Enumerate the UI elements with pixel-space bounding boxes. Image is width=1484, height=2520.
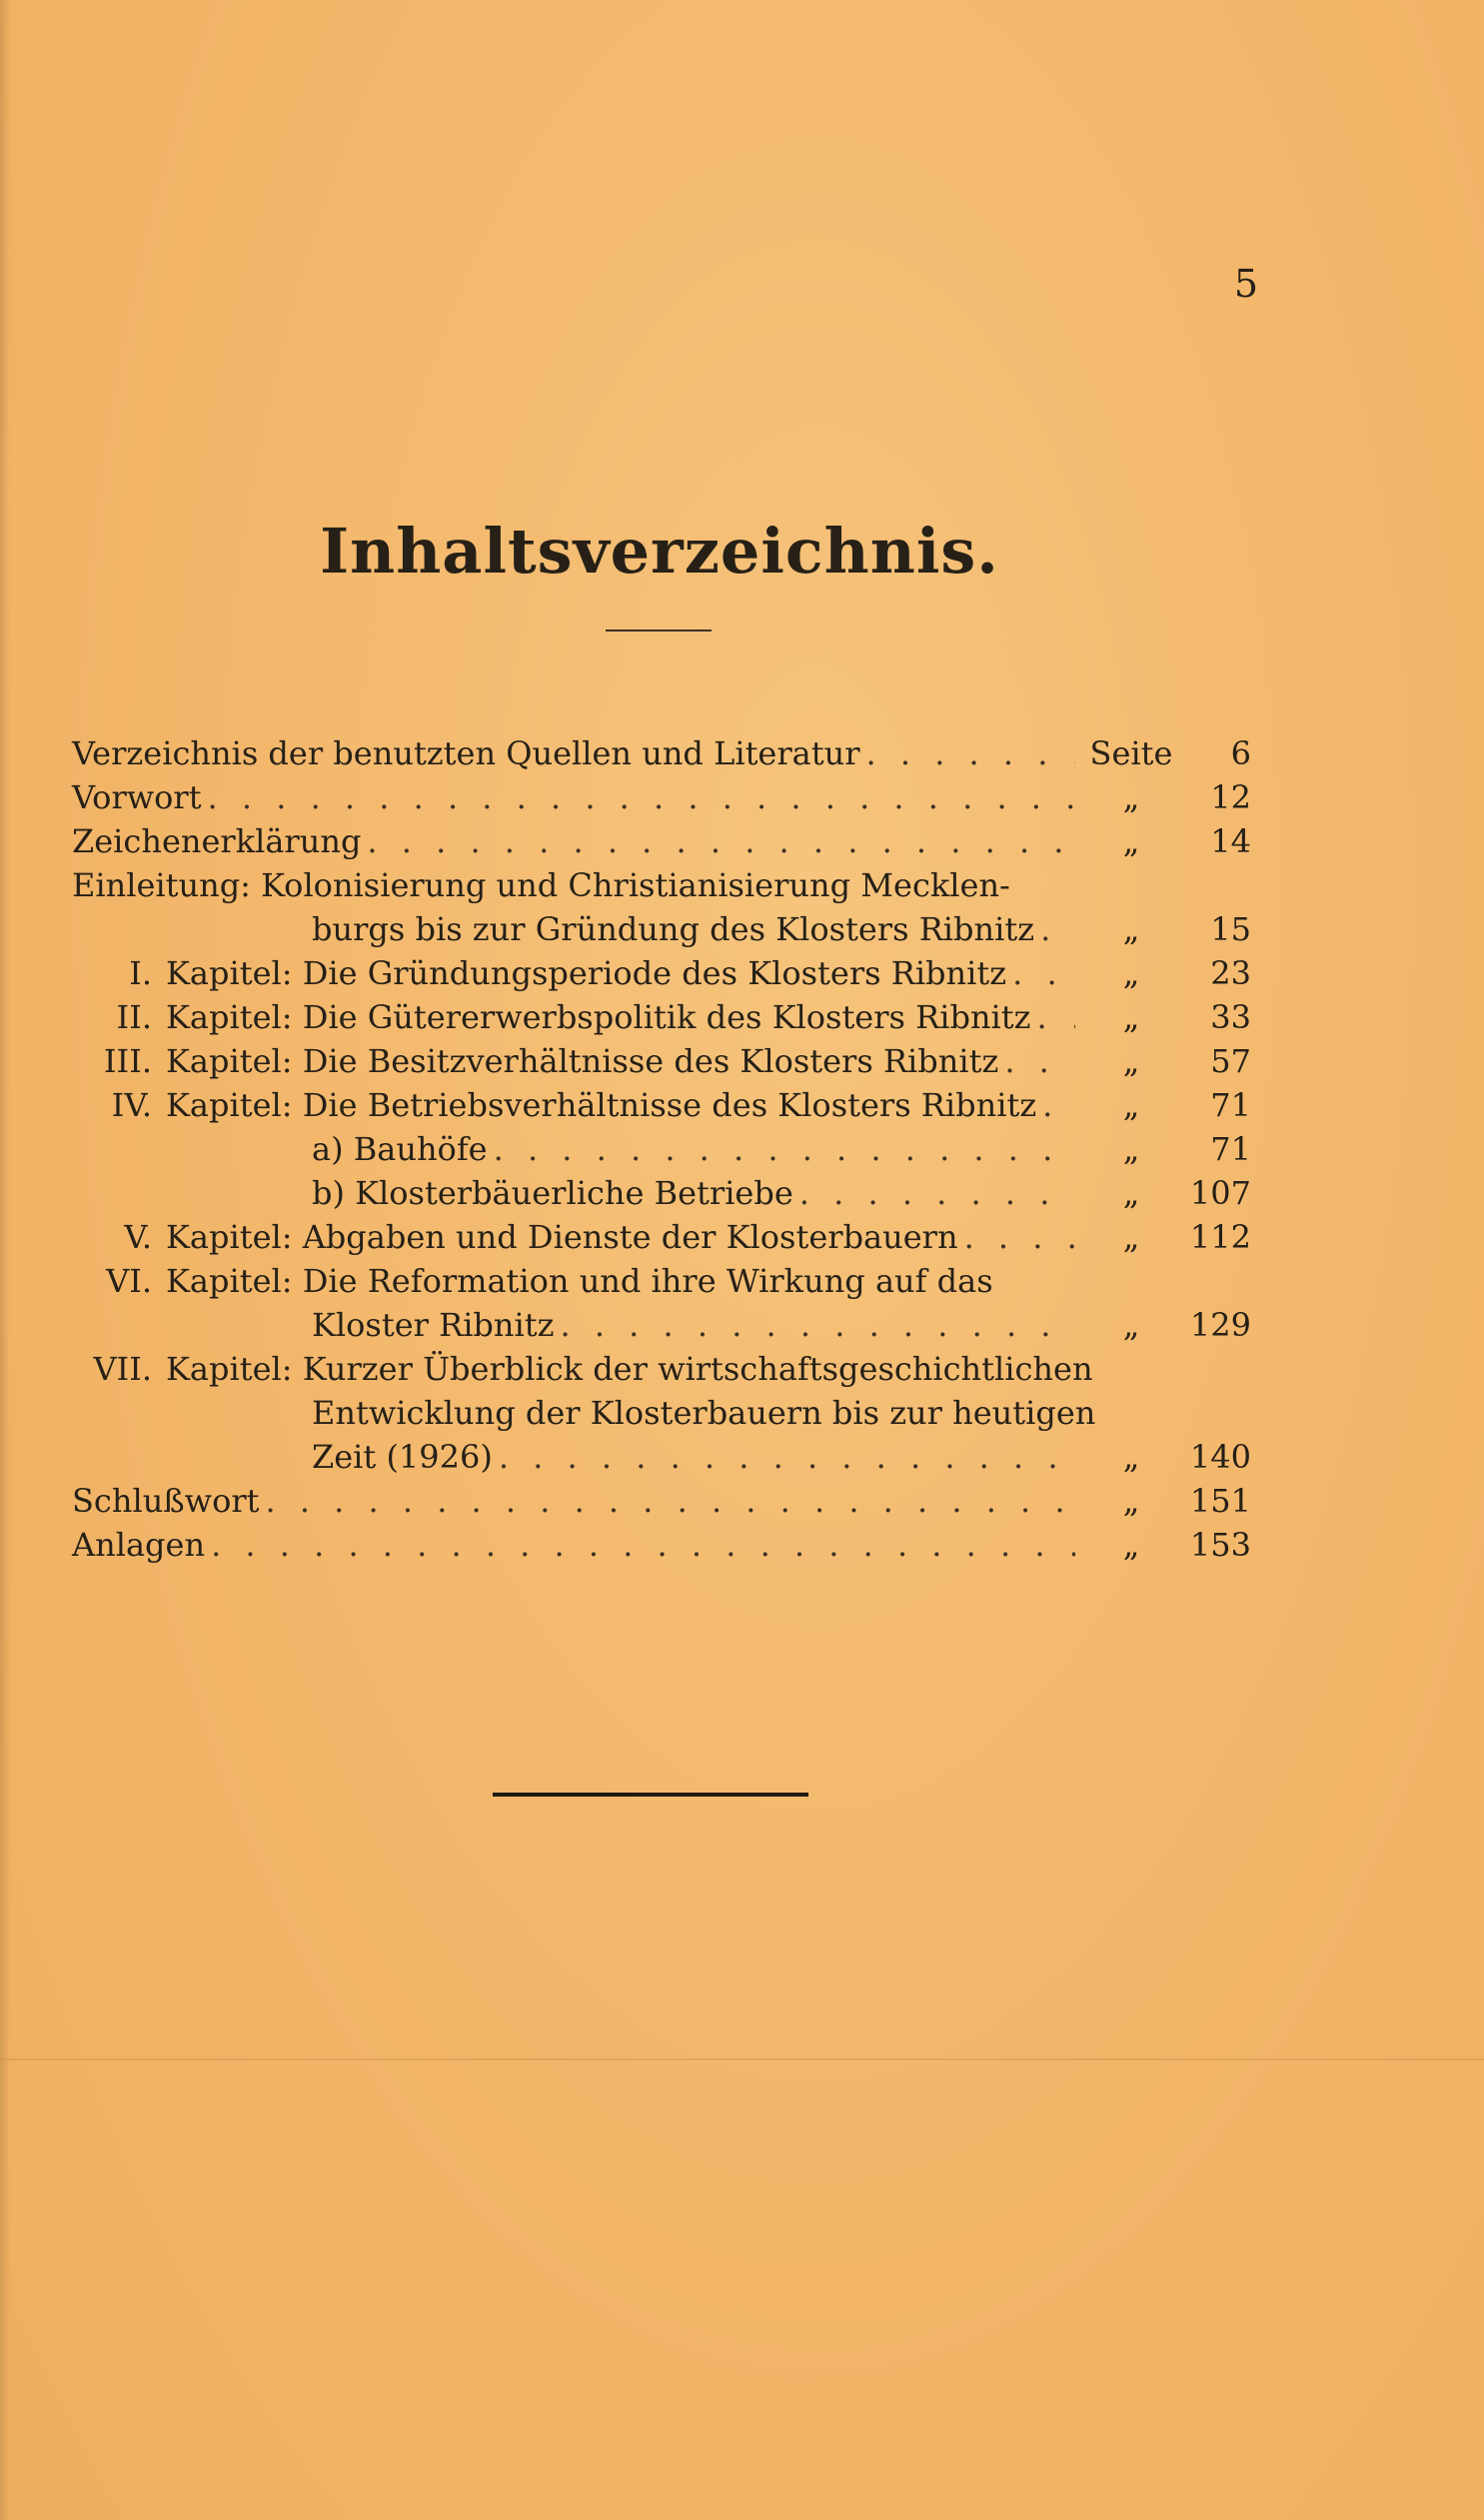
- toc-entry: [72, 1042, 1251, 1086]
- toc-page-number: 112: [1189, 1218, 1251, 1256]
- toc-entry-title: Anlagen: [72, 1526, 206, 1564]
- page-fold-line: [0, 2058, 1484, 2060]
- toc-chapter-number: IV.: [111, 1086, 152, 1124]
- toc-page-number: 71: [1210, 1086, 1251, 1124]
- toc-leader-dots: [1037, 998, 1076, 1036]
- toc-entry: [72, 1218, 1251, 1262]
- toc-entry: [72, 1130, 1251, 1174]
- toc-entry: [72, 734, 1251, 778]
- toc-leader-dots: [866, 734, 1076, 772]
- toc-leader-dots: [1040, 910, 1075, 948]
- toc-ditto-mark: „: [1122, 1438, 1140, 1476]
- toc-ditto-mark: „: [1122, 1130, 1140, 1168]
- toc-page-number: 57: [1210, 1042, 1251, 1080]
- toc-entry-title: Kloster Ribnitz: [312, 1306, 555, 1344]
- toc-entry: [72, 998, 1251, 1042]
- toc-entry-title: Zeichenerklärung: [72, 822, 362, 860]
- toc-leader-dots: [211, 1526, 1075, 1564]
- page-title: Inhaltsverzeichnis.: [320, 515, 999, 588]
- toc-ditto-mark: „: [1122, 1306, 1140, 1344]
- toc-entry-title: Kapitel: Die Gütererwerbspolitik des Klosters Ribnitz: [166, 998, 1031, 1036]
- toc-leader-dots: [560, 1306, 1075, 1344]
- toc-leader-dots: [499, 1438, 1075, 1476]
- toc-entry-title: Einleitung: Kolonisierung und Christianisierung Mecklen-: [72, 866, 1010, 904]
- toc-entry: [72, 866, 1251, 910]
- toc-chapter-number: III.: [103, 1042, 152, 1080]
- toc-ditto-mark: „: [1122, 1174, 1140, 1212]
- toc-page-number: 12: [1210, 778, 1251, 816]
- toc-leader-dots: [265, 1482, 1075, 1520]
- toc-entry-title: Entwicklung der Klosterbauern bis zur heutigen: [312, 1394, 1096, 1432]
- toc-chapter-number: II.: [116, 998, 152, 1036]
- table-of-contents: [72, 734, 1251, 1570]
- toc-entry: [72, 778, 1251, 822]
- toc-entry-title: Vorwort: [72, 778, 202, 816]
- toc-ditto-mark: „: [1122, 1218, 1140, 1256]
- page-edge-shadow: [0, 0, 10, 2520]
- toc-entry: [72, 1526, 1251, 1570]
- toc-ditto-mark: „: [1122, 954, 1140, 992]
- title-divider: [606, 630, 712, 631]
- toc-ditto-mark: „: [1122, 1086, 1140, 1124]
- toc-entry: [72, 1482, 1251, 1526]
- toc-entry-title: Kapitel: Die Betriebsverhältnisse des Klosters Ribnitz: [166, 1086, 1037, 1124]
- end-divider: [493, 1793, 808, 1797]
- toc-page-number: 153: [1189, 1526, 1251, 1564]
- toc-chapter-number: V.: [124, 1218, 152, 1256]
- toc-leader-dots: [1004, 1042, 1075, 1080]
- toc-page-number: 33: [1210, 998, 1251, 1036]
- toc-entry-title: Kapitel: Kurzer Überblick der wirtschaftsgeschichtlichen: [166, 1350, 1093, 1388]
- toc-entry-title: Kapitel: Die Gründungsperiode des Klosters Ribnitz: [166, 954, 1007, 992]
- toc-chapter-number: VI.: [106, 1262, 152, 1300]
- toc-page-number: 140: [1189, 1438, 1251, 1476]
- toc-entry-title: Schlußwort: [72, 1482, 260, 1520]
- toc-leader-dots: [1012, 954, 1075, 992]
- toc-entry: [72, 1306, 1251, 1350]
- toc-entry: [72, 1394, 1251, 1438]
- toc-page-number: 129: [1189, 1306, 1251, 1344]
- toc-ditto-mark: „: [1122, 1042, 1140, 1080]
- toc-ditto-mark: „: [1122, 778, 1140, 816]
- toc-ditto-mark: Seite: [1089, 734, 1173, 772]
- toc-leader-dots: [799, 1174, 1075, 1212]
- toc-entry: [72, 910, 1251, 954]
- toc-entry: [72, 1262, 1251, 1306]
- toc-ditto-mark: „: [1122, 822, 1140, 860]
- toc-entry: [72, 1086, 1251, 1130]
- toc-entry: [72, 1174, 1251, 1218]
- toc-page-number: 15: [1210, 910, 1251, 948]
- toc-ditto-mark: „: [1122, 910, 1140, 948]
- toc-page-number: 14: [1210, 822, 1251, 860]
- toc-entry-title: Kapitel: Die Reformation und ihre Wirkung auf das: [166, 1262, 993, 1300]
- toc-ditto-mark: „: [1122, 1526, 1140, 1564]
- toc-entry-title: a) Bauhöfe: [312, 1130, 488, 1168]
- toc-leader-dots: [208, 778, 1075, 816]
- page-number: 5: [1233, 262, 1259, 306]
- toc-entry-title: b) Klosterbäuerliche Betriebe: [312, 1174, 793, 1212]
- toc-entry-title: Kapitel: Die Besitzverhältnisse des Klosters Ribnitz: [166, 1042, 999, 1080]
- toc-leader-dots: [367, 822, 1075, 860]
- toc-entry: [72, 1438, 1251, 1482]
- toc-page-number: 23: [1210, 954, 1251, 992]
- toc-entry: [72, 954, 1251, 998]
- toc-ditto-mark: „: [1122, 998, 1140, 1036]
- toc-entry-title: Zeit (1926): [312, 1438, 493, 1476]
- toc-entry: [72, 822, 1251, 866]
- toc-leader-dots: [1042, 1086, 1075, 1124]
- toc-page-number: 151: [1189, 1482, 1251, 1520]
- toc-entry-title: Kapitel: Abgaben und Dienste der Klosterbauern: [166, 1218, 958, 1256]
- toc-entry-title: Verzeichnis der benutzten Quellen und Literatur: [72, 734, 860, 772]
- toc-chapter-number: VII.: [93, 1350, 152, 1388]
- toc-entry-title: burgs bis zur Gründung des Klosters Ribnitz: [312, 910, 1035, 948]
- toc-chapter-number: I.: [129, 954, 152, 992]
- toc-leader-dots: [494, 1130, 1075, 1168]
- toc-page-number: 6: [1230, 734, 1251, 772]
- toc-ditto-mark: „: [1122, 1482, 1140, 1520]
- toc-page-number: 71: [1210, 1130, 1251, 1168]
- toc-page-number: 107: [1189, 1174, 1251, 1212]
- toc-entry: [72, 1350, 1251, 1394]
- toc-leader-dots: [964, 1218, 1075, 1256]
